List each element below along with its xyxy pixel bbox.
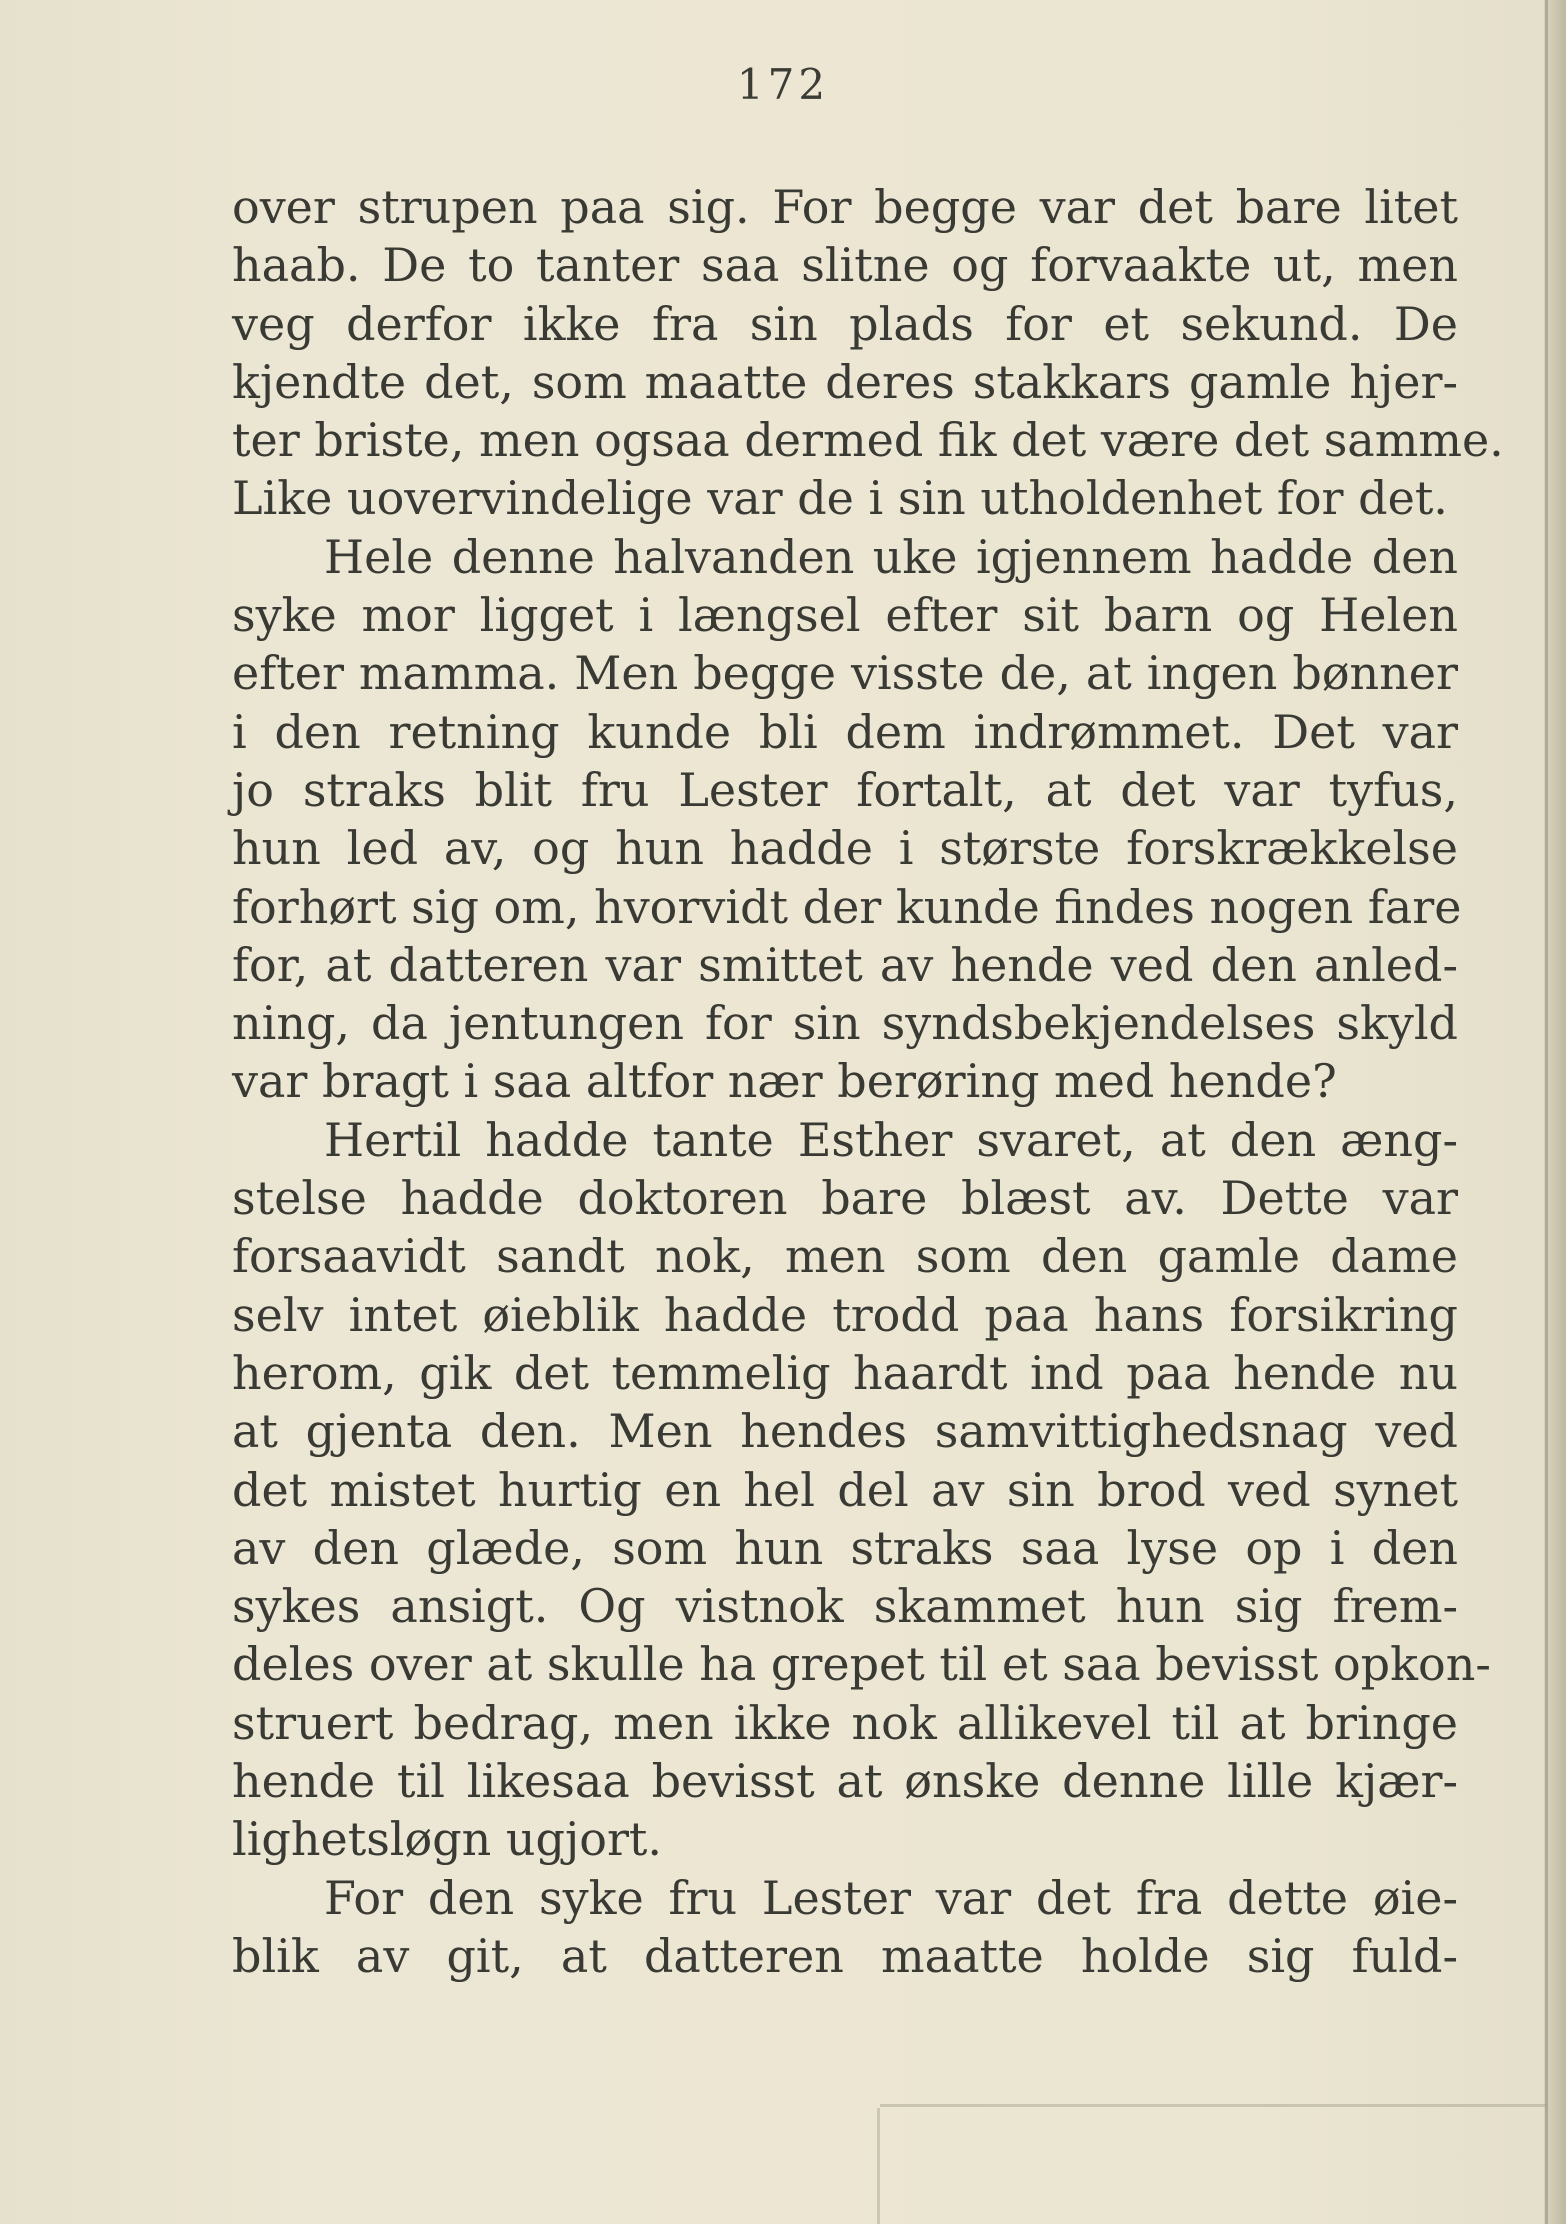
text-line: For den syke fru Lester var det fra dette øie-: [324, 1870, 1458, 1925]
text-line: efter mamma. Men begge visste de, at ingen bønner: [232, 646, 1458, 701]
text-line: selv intet øieblik hadde trodd paa hans forsikring: [232, 1287, 1458, 1342]
text-line: syke mor ligget i længsel efter sit barn og Helen: [232, 588, 1458, 643]
text-line: sykes ansigt. Og vistnok skammet hun sig frem-: [232, 1579, 1458, 1634]
body-text: [232, 178, 1504, 1985]
text-line: over strupen paa sig. For begge var det bare litet: [232, 180, 1458, 234]
text-line: i den retning kunde bli dem indrømmet. Det var: [232, 704, 1458, 759]
page-number: 172: [736, 60, 830, 109]
text-line: Hertil hadde tante Esther svaret, at den æng-: [324, 1112, 1458, 1167]
text-line: deles over at skulle ha grepet til et saa bevisst opkon-: [232, 1637, 1491, 1692]
text-line: hun led av, og hun hadde i største forskrækkelse: [232, 821, 1458, 876]
text-line: stelse hadde doktoren bare blæst av. Dette var: [232, 1171, 1458, 1226]
text-line: veg derfor ikke fra sin plads for et sekund. De: [232, 296, 1458, 351]
text-line: jo straks blit fru Lester fortalt, at det var tyfus,: [232, 762, 1458, 817]
text-line: forsaavidt sandt nok, men som den gamle dame: [232, 1229, 1458, 1284]
text-line: for, at datteren var smittet av hende ved den anled-: [232, 937, 1458, 992]
text-line: ning, da jentungen for sin syndsbekjendelses skyld: [232, 996, 1458, 1051]
scan-artifact-vertical: [877, 2108, 880, 2224]
text-line: forhørt sig om, hvorvidt der kunde findes nogen fare: [232, 879, 1462, 934]
text-line: herom, gik det temmelig haardt ind paa hende nu: [232, 1345, 1458, 1400]
text-line: blik av git, at datteren maatte holde sig fuld-: [232, 1928, 1458, 1983]
text-line: ter briste, men ogsaa dermed fik det være det samme.: [232, 413, 1504, 468]
text-line: kjendte det, som maatte deres stakkars gamle hjer-: [232, 354, 1458, 409]
text-line: lighetsløgn ugjort.: [232, 1812, 663, 1867]
text-line: struert bedrag, men ikke nok allikevel til at bringe: [232, 1695, 1458, 1750]
text-line: av den glæde, som hun straks saa lyse op i den: [232, 1520, 1458, 1575]
text-line: Hele denne halvanden uke igjennem hadde den: [324, 529, 1458, 584]
text-line: haab. De to tanter saa slitne og forvaakte ut, men: [232, 238, 1458, 293]
text-line: Like uovervindelige var de i sin utholdenhet for det.: [232, 471, 1448, 526]
text-line: hende til likesaa bevisst at ønske denne lille kjær-: [232, 1754, 1458, 1809]
text-line: var bragt i saa altfor nær berøring med hende?: [232, 1054, 1337, 1109]
text-line: det mistet hurtig en hel del av sin brod ved synet: [232, 1462, 1458, 1517]
scan-artifact-line: [880, 2104, 1548, 2107]
page-edge-line: [1545, 0, 1548, 2224]
text-line: at gjenta den. Men hendes samvittighedsnag ved: [232, 1404, 1458, 1459]
